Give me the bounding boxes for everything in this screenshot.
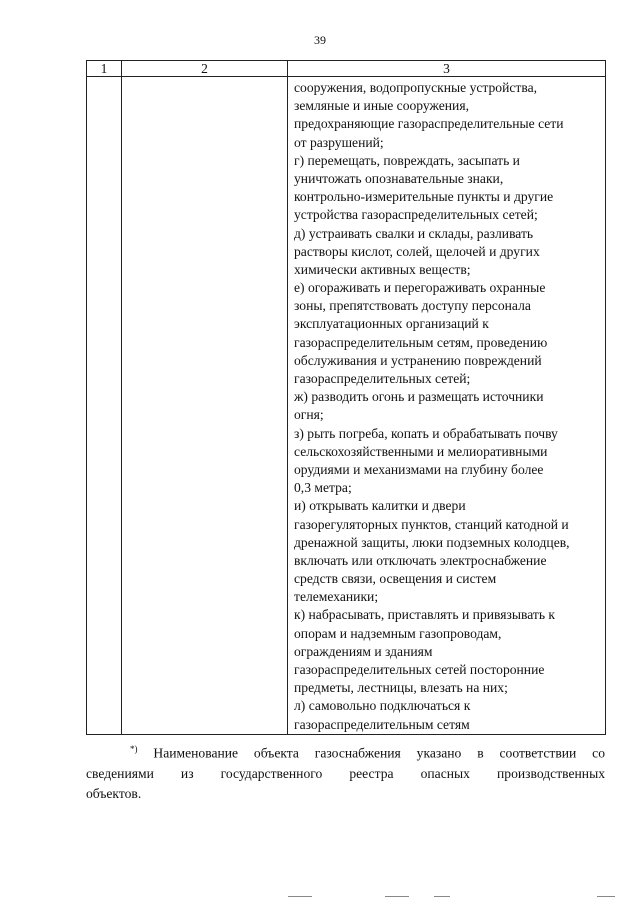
text-line: ограждениям и зданиям xyxy=(294,643,433,659)
header-col-3: 3 xyxy=(288,61,606,77)
text-line: сельскохозяйственными и мелиоративными xyxy=(294,443,548,459)
text-line: е) огораживать и перегораживать охранные xyxy=(294,280,546,296)
text-line: обслуживания и устранению повреждений xyxy=(294,352,542,368)
table-header-row xyxy=(87,61,606,77)
header-col-1: 1 xyxy=(87,61,122,77)
text-line: растворы кислот, солей, щелочей и других xyxy=(294,243,540,259)
text-line: и) открывать калитки и двери xyxy=(294,498,466,514)
text-line: сооружения, водопропускные устройства, xyxy=(294,80,538,95)
text-line: орудиями и механизмами на глубину более xyxy=(294,461,544,477)
text-line: средств связи, освещения и систем xyxy=(294,571,497,587)
text-line: телемеханики; xyxy=(294,589,379,605)
footnote-line-3: объектов. xyxy=(86,785,142,801)
cell-col-3 xyxy=(288,77,606,735)
cell-col-2 xyxy=(122,77,288,735)
table-row xyxy=(87,77,606,735)
text-line: з) рыть погреба, копать и обрабатывать почву xyxy=(294,425,558,441)
text-line: д) устраивать свалки и склады, разливать xyxy=(294,225,534,241)
text-line: дренажной защиты, люки подземных колодцев, xyxy=(294,534,570,550)
text-line: л) самовольно подключаться к xyxy=(294,698,471,714)
text-line: г) перемещать, повреждать, засыпать и xyxy=(294,152,520,168)
scan-artifacts xyxy=(0,894,640,900)
footnote-line-1 xyxy=(86,739,605,764)
text-line: зоны, препятствовать доступу персонала xyxy=(294,298,531,314)
text-line: включать или отключать электроснабжение xyxy=(294,552,547,568)
footnote-line-2: сведениями из государственного реестра опасных производственных xyxy=(86,765,605,781)
text-line: ж) разводить огонь и размещать источники xyxy=(294,389,544,405)
text-line: газорегуляторных пунктов, станций катодной и xyxy=(294,516,569,532)
text-line: опорам и надземным газопроводам, xyxy=(294,625,502,641)
text-line: земляные и иные сооружения, xyxy=(294,98,469,114)
text-line: контрольно-измерительные пункты и другие xyxy=(294,189,554,205)
text-line: уничтожать опознавательные знаки, xyxy=(294,170,504,186)
text-line: эксплуатационных организаций к xyxy=(294,316,489,332)
text-line: газораспределительным сетям xyxy=(294,716,470,732)
cell-col-1 xyxy=(87,77,122,735)
text-line: газораспределительных сетей посторонние xyxy=(294,662,545,677)
text-line: химически активных веществ; xyxy=(294,261,471,277)
footnote-marker: *) xyxy=(130,744,138,754)
text-line: газораспределительных сетей; xyxy=(294,371,471,386)
text-line: предохраняющие газораспределительные сети xyxy=(294,116,564,132)
footnote xyxy=(86,739,605,804)
text-line: к) набрасывать, приставлять и привязывать к xyxy=(294,607,556,623)
text-line: огня; xyxy=(294,407,324,423)
text-line: от разрушений; xyxy=(294,134,384,150)
text-line: устройства газораспределительных сетей; xyxy=(294,207,538,223)
text-line: предметы, лестницы, влезать на них; xyxy=(294,680,508,696)
text-line: газораспределительным сетям, проведению xyxy=(294,334,548,350)
page-number: 39 xyxy=(314,33,326,47)
footnote-text-1: Наименование объекта газоснабжения указано в соответствии со xyxy=(153,745,605,761)
text-line: 0,3 метра; xyxy=(294,480,352,496)
col3-text xyxy=(288,77,605,734)
header-col-2: 2 xyxy=(122,61,288,77)
document-table xyxy=(86,60,606,735)
